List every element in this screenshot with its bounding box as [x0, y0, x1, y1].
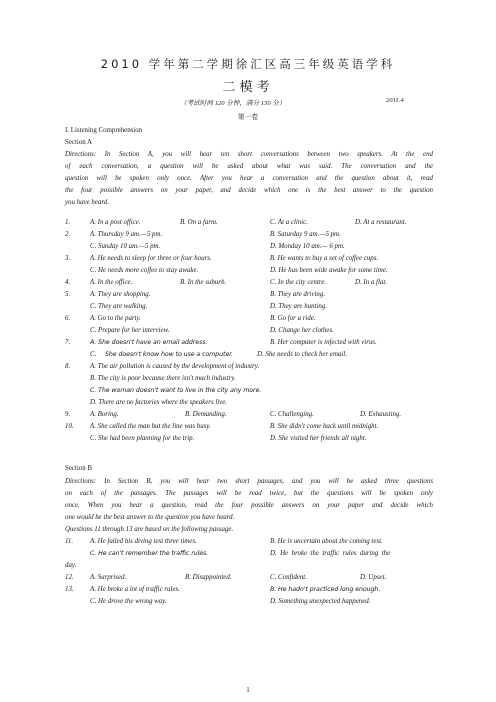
option-c: C. He drove the wrong way. — [90, 598, 167, 605]
option-a: A. Go to the party. — [90, 315, 141, 322]
section-a-directions-line: Directions: In Section A, you will hear ten short conversations between two speakers. At the end — [65, 151, 433, 158]
option-a: A. In the office. — [90, 279, 133, 286]
option-d: D. He has been wide awake for some time. — [270, 267, 388, 274]
option-c: She doesn't know how to use a computer. — [105, 351, 233, 358]
question-number: 6. — [65, 315, 71, 322]
section-b-directions-line: on each of the passages. The passages will be read twice, but the questions will be spoken only — [65, 490, 433, 497]
question-number: 7. — [65, 339, 71, 346]
question-number: 4. — [65, 279, 71, 286]
question-number: 11. — [65, 538, 74, 545]
option-c: C. At a clinic. — [270, 219, 308, 226]
option-b: B. Disappointed. — [185, 574, 232, 581]
option-c: C. The woman doesn't want to live in the city any more. — [90, 387, 262, 394]
question-number: 10. — [65, 423, 74, 430]
option-b: B. In the suburb. — [180, 279, 227, 286]
option-a: A. Surprised. — [90, 574, 127, 581]
part-heading: I. Listening Comprehension — [65, 127, 143, 134]
option-b: B. He is uncertain about the coming test. — [270, 538, 383, 545]
option-b: B. Saturday 9 am.—5 pm. — [270, 231, 341, 238]
question-number: 9. — [65, 411, 71, 418]
question-number: 13. — [65, 586, 74, 593]
exam-date: 2011.4 — [386, 97, 404, 104]
section-a-directions-line: of each conversation, a question will be asked about what was said. The conversation and the — [65, 163, 433, 170]
option-a: A. She called the man but the line was busy. — [90, 423, 211, 430]
passage-intro: Questions 11 through 13 are based on the following passage. — [65, 526, 234, 533]
option-d: D. She visited her friends all night. — [270, 435, 367, 442]
question-number: 2. — [65, 231, 71, 238]
question-number: 1. — [65, 219, 71, 226]
question-number: 12. — [65, 574, 74, 581]
option-c: C. Prepare for her interview. — [90, 327, 170, 334]
option-c: C. They are walking. — [90, 303, 148, 310]
option-b: B. She didn't come back until midnight. — [270, 423, 379, 430]
option-d: D. Something unexpected happened. — [270, 598, 371, 605]
option-b: B. They are driving. — [270, 291, 326, 298]
option-b: B. Her computer is infected with virus. — [270, 339, 377, 346]
option-d: D. Upset. — [360, 574, 387, 581]
option-d: D. He broke the traffic rules during the — [270, 550, 391, 557]
question-number: 8. — [65, 363, 71, 370]
option-a: A. He failed his diving test three times. — [90, 538, 197, 545]
option-c-prefix: C. — [90, 351, 97, 358]
option-b: B. He hadn't practiced long enough. — [270, 586, 381, 593]
option-d-continued: day. — [65, 562, 77, 569]
option-d: D. They are hunting. — [270, 303, 327, 310]
section-a-directions-line: the four possible answers on your paper, and decide which one is the best answer to the question — [65, 187, 433, 194]
option-a: A. Thursday 9 am.—5 pm. — [90, 231, 163, 238]
option-b: B. Go for a ride. — [270, 315, 316, 322]
option-c: C. Confident. — [270, 574, 307, 581]
option-d: D. Exhausting. — [360, 411, 402, 418]
section-a-directions-line: you have heard. — [65, 199, 109, 206]
option-b: B. He wants to buy a set of coffee cups. — [270, 255, 379, 262]
exam-subtitle: 二模考 — [222, 80, 274, 95]
volume-label: 第一卷 — [237, 114, 259, 121]
option-c: C. In the city centre. — [270, 279, 326, 286]
section-b-label: Section B — [65, 465, 92, 472]
option-d: D. There are no factories where the speakers live. — [90, 399, 228, 406]
option-c: C. He needs more coffee to stay awake. — [90, 267, 199, 274]
option-b: B. Demanding. — [185, 411, 227, 418]
option-d: D. In a flat. — [355, 279, 387, 286]
option-b: B. The city is poor because there isn't much industry. — [90, 375, 236, 382]
option-d: D. Change her clothes. — [270, 327, 334, 334]
option-d: D. She needs to check her email. — [257, 351, 347, 358]
option-a: A. He broke a lot of traffic rules. — [90, 586, 180, 593]
option-a: A. He needs to sleep for three or four hours. — [90, 255, 212, 262]
option-c: C. He can't remember the traffic rules. — [90, 550, 209, 557]
option-d: D. At a restaurant. — [355, 219, 407, 226]
option-a: A. In a post office. — [90, 219, 141, 226]
option-a: A. They are shopping. — [90, 291, 151, 298]
option-b: B. On a farm. — [180, 219, 218, 226]
option-a: A. The air pollution is caused by the development of industry. — [90, 363, 260, 370]
question-number: 3. — [65, 255, 71, 262]
option-c: C. Sunday 10 am.—5 pm. — [90, 243, 161, 250]
page-number: 1 — [246, 686, 250, 694]
option-c: C. She had been planning for the trip. — [90, 435, 195, 442]
section-b-directions-line: Directions: In Section B, you will hear two short passages, and you will be asked three questions — [65, 478, 433, 485]
option-a: A. Boring. — [90, 411, 119, 418]
exam-time-note: （考试时间 120 分钟，满分 150 分） — [180, 100, 286, 107]
option-a: A. She doesn't have an email address. — [90, 339, 208, 346]
exam-title: 2010 学年第二学期徐汇区高三年级英语学科 — [100, 57, 396, 71]
question-number: 5. — [65, 291, 71, 298]
section-a-directions-line: question will be spoken only once. After you hear a conversation and the question about it, read — [65, 175, 433, 182]
section-a-label: Section A — [65, 139, 92, 146]
section-b-directions-line: one would be the best answer to the question you have heard. — [65, 514, 235, 521]
option-d: D. Monday 10 am.— 6 pm. — [270, 243, 345, 250]
option-c: C. Challenging. — [270, 411, 314, 418]
section-b-directions-line: once. When you hear a question, read the four possible answers on your paper and decide which — [65, 502, 433, 509]
